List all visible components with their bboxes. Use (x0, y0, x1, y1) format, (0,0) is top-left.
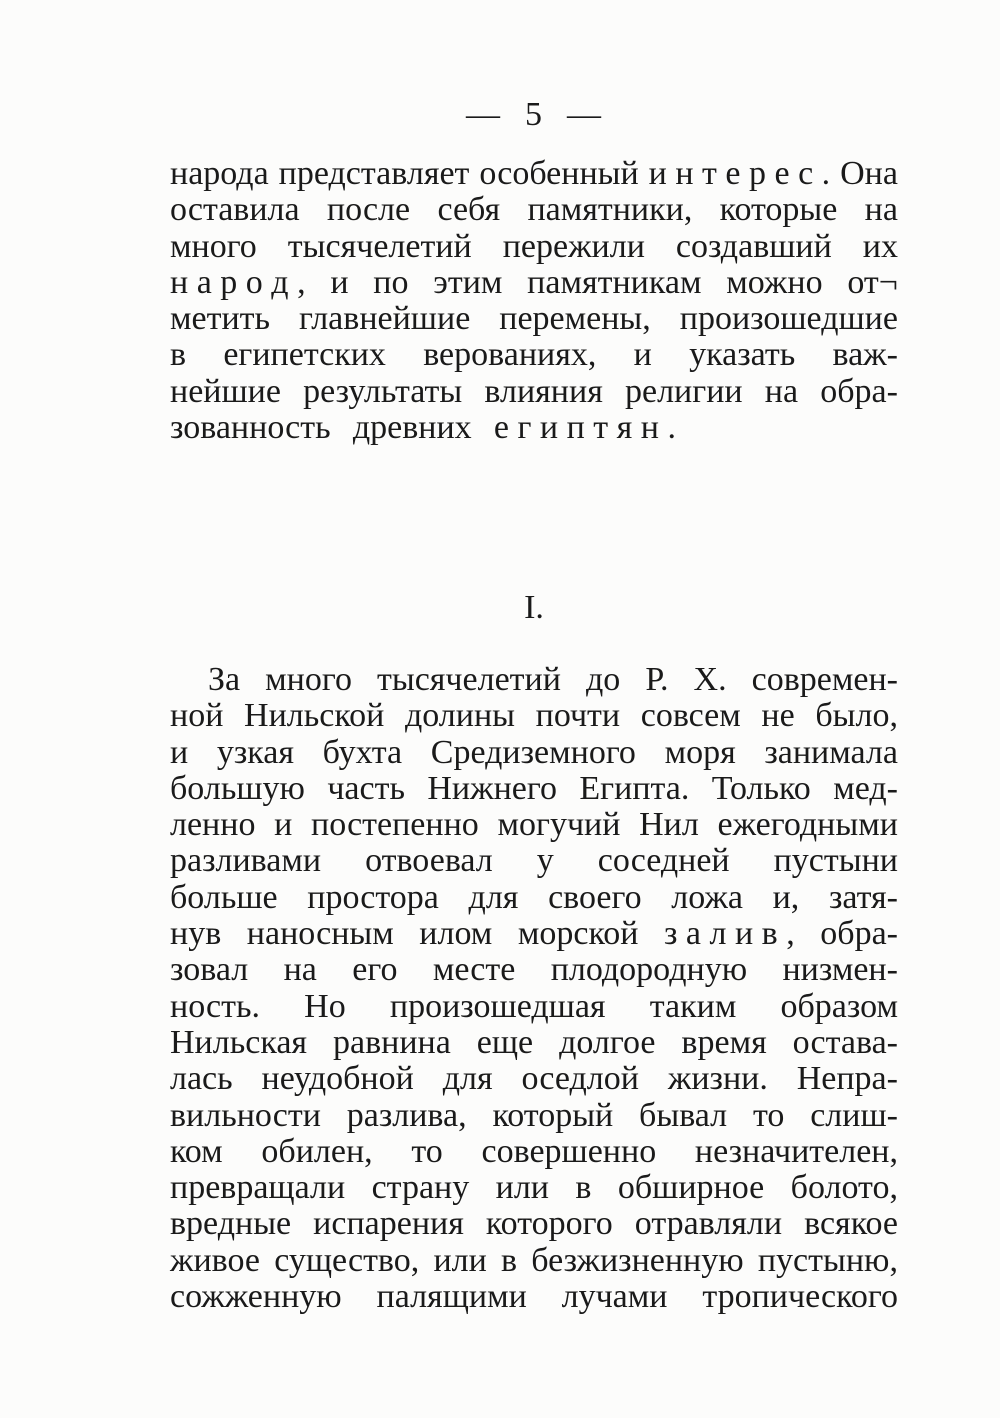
text-line (170, 192, 898, 228)
word: тысячелетий (377, 661, 561, 698)
page-number-dash-left: — (466, 96, 501, 133)
text-line (170, 1061, 898, 1097)
word: главнейшие (299, 300, 471, 338)
word: Она (840, 155, 898, 192)
word: плодородную (550, 951, 748, 989)
word: бывал (639, 1096, 728, 1134)
word: постепенно (311, 806, 479, 844)
word: Нижнего (427, 769, 557, 807)
word: простора (307, 878, 439, 916)
word: часть (327, 769, 405, 807)
word: своего (548, 878, 642, 916)
word: Нил (639, 806, 699, 844)
word: и (330, 263, 349, 301)
word: жизни. (667, 1060, 768, 1098)
word: нув (170, 915, 222, 953)
word: метить (170, 300, 271, 338)
word: много (265, 661, 352, 698)
word: мед- (833, 769, 898, 807)
word: долгое (559, 1023, 656, 1061)
word: обширное (617, 1169, 765, 1207)
word: занимала (764, 733, 898, 771)
word: Средиземного (430, 733, 636, 771)
word: совершенно (481, 1132, 657, 1170)
word: который (492, 1096, 614, 1134)
word: остава- (792, 1023, 898, 1061)
word: отвоевал (365, 842, 493, 880)
text-line (170, 1243, 898, 1279)
word: Нильской (244, 697, 385, 735)
page-number-dash-right: — (567, 96, 602, 133)
word: палящими (376, 1278, 527, 1316)
word: почти (535, 697, 621, 735)
word: е г и п т я н . (493, 409, 676, 447)
word: произошедшая (389, 987, 606, 1025)
word: отравляли (634, 1205, 783, 1243)
word: болото, (790, 1169, 898, 1207)
word: особенный (479, 155, 639, 192)
word: перемены, (499, 300, 651, 338)
text-line (170, 301, 898, 337)
text-line (170, 807, 898, 843)
text-line (170, 662, 898, 698)
word: то (411, 1132, 443, 1170)
text-line (170, 229, 898, 265)
word: время (681, 1023, 767, 1061)
word: ленно (170, 806, 256, 844)
word: Нильская (170, 1023, 308, 1061)
text-line (170, 337, 898, 373)
text-line (170, 989, 898, 1025)
word: превращали (170, 1169, 346, 1207)
word: египетских (223, 336, 386, 374)
word: Но (304, 987, 346, 1025)
word: испарения (313, 1205, 464, 1243)
text-line (170, 1134, 898, 1170)
word: Х. (693, 661, 727, 698)
word: влияния (484, 372, 603, 410)
word: Непра- (796, 1060, 898, 1098)
text-line (170, 1025, 898, 1061)
text-line (170, 410, 676, 446)
word: таким (649, 987, 737, 1025)
word: ной (170, 697, 224, 735)
word: узкая (216, 733, 294, 771)
word: религии (625, 372, 743, 410)
text-line (170, 265, 898, 301)
word: долины (404, 697, 516, 735)
word: Египта. (579, 769, 690, 807)
word: произошедшие (679, 300, 898, 338)
word: морской (517, 915, 639, 953)
word: лучами (561, 1278, 668, 1316)
word: обра- (820, 372, 898, 410)
word: важ- (832, 336, 898, 374)
word: или (495, 1169, 549, 1207)
text-line (170, 156, 898, 192)
text-line (170, 916, 898, 952)
word: можно (726, 263, 823, 301)
word: обилен, (261, 1132, 373, 1170)
word: их (862, 227, 898, 265)
word: низмен- (782, 951, 898, 989)
text-line (170, 1279, 898, 1315)
word: много (170, 227, 257, 265)
word: незначителен, (694, 1132, 898, 1170)
word: оставила (170, 191, 300, 229)
page-number (170, 97, 898, 133)
word: и (274, 806, 293, 844)
word: могучий (497, 806, 621, 844)
text-line (170, 735, 898, 771)
word: страну (371, 1169, 470, 1207)
word: и (633, 336, 652, 374)
word: тысячелетий (287, 227, 472, 265)
word: Только (711, 769, 811, 807)
word: или (433, 1241, 487, 1279)
word: зовал (170, 951, 249, 989)
page-number-value: 5 (525, 96, 543, 133)
word: и н т е р е с . (648, 155, 831, 192)
word: в (170, 336, 187, 374)
word: на (764, 372, 799, 410)
word: создавший (675, 227, 832, 265)
word: большую (170, 769, 305, 807)
word: ложа (671, 878, 743, 916)
word: соседней (597, 842, 730, 880)
word: не (761, 697, 795, 735)
word: еще (476, 1023, 534, 1061)
word: ность. (170, 987, 260, 1025)
word: илом (419, 915, 493, 953)
word: Р. (645, 661, 669, 698)
text-line (170, 698, 898, 734)
word: после (326, 191, 411, 229)
word: у (536, 842, 554, 880)
word: наносным (246, 915, 394, 953)
word: этим (433, 263, 503, 301)
word: представляет (278, 155, 470, 192)
word: на (283, 951, 317, 989)
word: на (864, 191, 898, 229)
word: в (501, 1241, 518, 1279)
text-line (170, 771, 898, 807)
word: пустыни (773, 842, 898, 880)
word: пережили (502, 227, 645, 265)
word: ком (170, 1132, 223, 1170)
word: по (373, 263, 409, 301)
word: и (170, 733, 189, 771)
word: памятники, (527, 191, 693, 229)
word: результаты (303, 372, 463, 410)
word: моря (664, 733, 736, 771)
word: живое (170, 1241, 261, 1279)
word: зованность (170, 409, 331, 447)
word: указать (689, 336, 796, 374)
text-line (170, 880, 898, 916)
word: для (468, 878, 519, 916)
word: За (208, 661, 241, 698)
word: существо, (274, 1241, 420, 1279)
word: безжизненную (531, 1241, 744, 1279)
word: образом (780, 987, 898, 1025)
word: до (585, 661, 621, 698)
word: месте (432, 951, 516, 989)
word: нейшие (170, 372, 281, 410)
word: сожженную (170, 1278, 342, 1316)
word: неудобной (261, 1060, 414, 1098)
word: больше (170, 878, 278, 916)
word: равнина (332, 1023, 451, 1061)
text-line (170, 1170, 898, 1206)
word: н а р о д , (170, 263, 306, 301)
word: бухта (322, 733, 403, 771)
text-line (170, 843, 898, 879)
word: разлива, (346, 1096, 467, 1134)
paragraph-2 (170, 662, 898, 1315)
word: его (352, 951, 398, 989)
word: в (575, 1169, 592, 1207)
word: народа (170, 155, 269, 192)
word: вильности (170, 1096, 321, 1134)
word: разливами (170, 842, 322, 880)
word: вредные (170, 1205, 292, 1243)
word: которые (719, 191, 838, 229)
word: совсем (640, 697, 741, 735)
word: от¬ (847, 263, 898, 301)
word: лась (170, 1060, 233, 1098)
word: тропического (702, 1278, 898, 1316)
word: и, (772, 878, 800, 916)
text-line (170, 1206, 898, 1242)
word: верованиях, (423, 336, 597, 374)
paragraph-1 (170, 156, 898, 446)
word: современ- (751, 661, 898, 698)
word: всякое (804, 1205, 898, 1243)
text-line (170, 374, 898, 410)
word: обра- (820, 915, 898, 953)
word: было, (815, 697, 898, 735)
word: оседлой (521, 1060, 639, 1098)
word: то (752, 1096, 785, 1134)
text-line (170, 1098, 898, 1134)
word: пустыню, (757, 1241, 898, 1279)
word: памятникам (527, 263, 702, 301)
word: ежегодными (717, 806, 898, 844)
word: з а л и в , (663, 915, 795, 953)
section-heading: I. (524, 589, 544, 626)
word: себя (437, 191, 501, 229)
text-line (170, 952, 898, 988)
word: для (442, 1060, 493, 1098)
word: слиш- (810, 1096, 898, 1134)
word: затя- (828, 878, 898, 916)
word: которого (485, 1205, 613, 1243)
word: древних (352, 409, 472, 447)
